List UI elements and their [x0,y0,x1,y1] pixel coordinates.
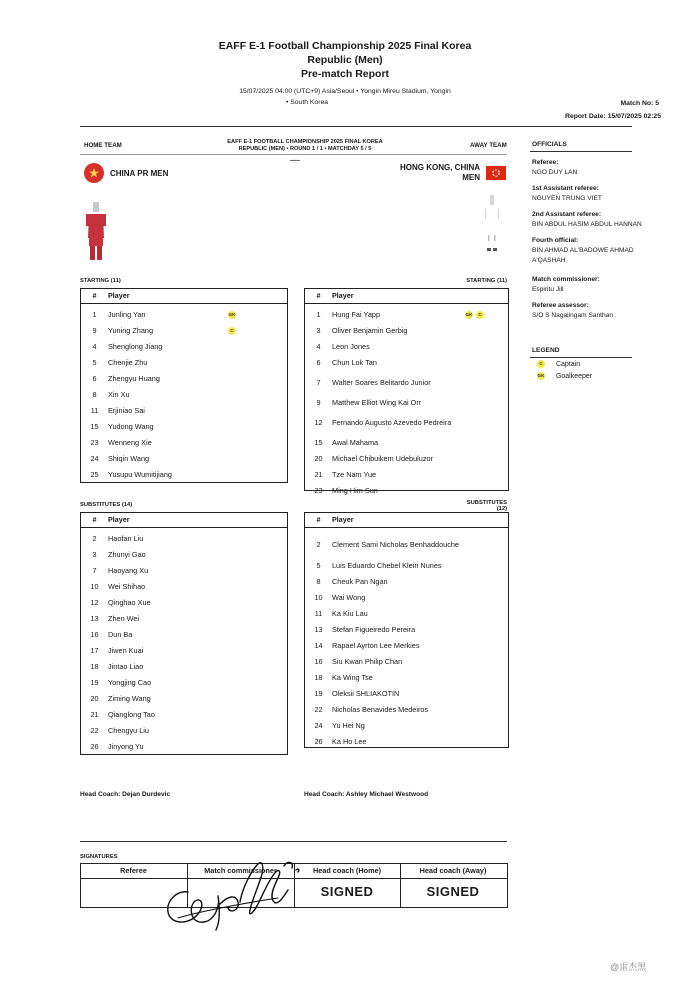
col-num-header: # [316,291,321,300]
sig-col-away-coach: Head coach (Away) [419,866,487,875]
table-row [305,558,462,574]
home-coach-signed: SIGNED [320,884,374,899]
player-name: Qianglong Tao [108,710,155,719]
player-number: 18 [314,673,323,682]
player-name: Yudong Wang [108,422,154,431]
player-name: Clement Sami Nicholas Benhaddouche [332,539,459,549]
away-starting-label: STARTING (11) [466,278,507,284]
player-number: 21 [314,470,323,479]
player-name: Jintao Liao [108,662,144,671]
table-row [81,547,225,563]
table-row [81,339,225,355]
player-name: Junling Yan [108,310,146,319]
col-player-header: Player [108,515,130,524]
table-header [305,515,354,524]
table-header [81,515,130,524]
table-row [305,574,462,590]
official-name: NGO DUY LAN [532,169,578,176]
table-row [305,451,462,467]
table-row [305,531,462,558]
player-number: 16 [314,657,323,666]
china-flag-icon [84,163,104,188]
player-name: Zhunyi Gao [108,550,146,559]
table-row [81,307,236,323]
player-name: Matthew Elliot Wing Kai Orr [332,398,422,407]
legend-heading: LEGEND [532,347,560,354]
table-row [305,638,462,654]
player-name: Ka Kiu Lau [332,609,368,618]
player-number: 7 [316,378,321,387]
round-line: REPUBLIC (MEN) • ROUND 1 / 1 • MATCHDAY 5 / 5 [238,146,372,152]
table-header-divider [80,303,288,304]
table-row [305,670,462,686]
home-head-coach: Head Coach: Dejan Durdevic [80,791,171,798]
watermark-text: @雷杰黑 [610,962,647,972]
player-number: 12 [90,598,99,607]
player-number: 12 [314,418,323,427]
col-num-header: # [92,515,97,524]
player-name: Chun Lok Tan [332,358,377,367]
player-name: Ming Him Sun [332,486,378,495]
official-role: 2nd Assistant referee: [532,211,602,218]
col-player-header: Player [332,515,354,524]
goalkeeper-badge-icon: GK [228,312,236,317]
table-row [305,702,462,718]
match-info: 15/07/2025 04:00 (UTC+9) Asia/Seoul • Yongin Mireu Stadium, Yongin [239,88,451,95]
player-number: 1 [92,310,97,319]
player-number: 20 [90,694,99,703]
player-number: 6 [316,358,321,367]
table-row [81,419,225,435]
table-header [305,291,354,300]
report-date: Report Date: 15/07/2025 02:25 [565,113,661,120]
table-row [305,654,462,670]
player-number: 26 [314,737,323,746]
official-name: S/O S Nagalingam Santhan [532,312,614,319]
report-subtitle: Pre-match Report [300,68,390,80]
signatures-divider [80,841,507,842]
officials-heading: OFFICIALS [532,141,567,148]
table-row [81,371,225,387]
player-name: Qinghao Xue [108,598,151,607]
player-number: 9 [92,326,97,335]
player-name: Yuning Zhang [108,326,154,335]
table-row [305,395,462,411]
player-number: 6 [92,374,97,383]
player-name: Xin Xu [108,390,130,399]
player-number: 15 [90,422,99,431]
table-row [305,483,462,499]
col-num-header: # [316,515,321,524]
player-number: 3 [92,550,97,559]
player-name: Zhengyu Huang [108,374,160,383]
away-head-coach: Head Coach: Ashley Michael Westwood [304,791,429,798]
player-name: Tze Nam Yue [332,470,377,479]
player-name: Nicholas Benavides Medeiros [332,705,429,714]
sig-col-home-coach: Head coach (Home) [312,866,382,875]
away-kit-icon [482,195,502,262]
player-number: 19 [90,678,99,687]
sig-col-referee: Referee [120,866,147,875]
official-role: 1st Assistant referee: [532,185,599,192]
player-name: Wai Wong [332,593,366,602]
home-team-label: HOME TEAM [84,142,122,149]
player-number: 8 [316,577,321,586]
handwritten-signature [158,852,303,939]
officials-divider [530,151,632,152]
table-row [81,643,225,659]
player-number: 13 [314,625,323,634]
match-info-country: • South Korea [285,99,329,106]
table-row [305,411,462,435]
player-number: 10 [90,582,99,591]
home-subs-label: SUBSTITUTES (14) [80,502,133,508]
player-number: 21 [90,710,99,719]
official-role: Fourth official: [532,237,579,244]
table-row [81,531,225,547]
signatures-heading: SIGNATURES [80,854,118,860]
player-name: Walter Soares Belitardo Junior [332,378,431,387]
player-name: Oliver Benjamin Gerbig [332,326,408,335]
player-number: 16 [90,630,99,639]
player-number: 7 [92,566,97,575]
player-number: 24 [314,721,323,730]
home-team-name: CHINA PR MEN [110,169,169,178]
player-number: 23 [314,486,323,495]
score-dash: — [290,155,300,166]
table-row [305,355,462,371]
player-number: 3 [316,326,321,335]
player-name: Jinyong Yu [108,742,144,751]
player-name: Dun Ba [108,630,133,639]
player-number: 5 [316,561,321,570]
table-row [305,686,462,702]
player-name: Leon Jones [332,342,370,351]
table-row [305,307,484,323]
table-row [81,691,225,707]
player-number: 2 [316,539,321,549]
player-number: 17 [90,646,99,655]
player-name: Rapael Ayrton Lee Merkies [332,641,420,650]
official-name: BIN AHMAD AL'BADOWE AHMAD A'QASHAH [532,247,634,264]
player-number: 1 [316,310,321,319]
official-role: Referee: [532,159,559,166]
official-role: Match commissioner: [532,276,600,283]
player-name: Wenneng Xie [108,438,152,447]
table-row [305,323,462,339]
player-number: 4 [316,342,321,351]
player-number: 22 [90,726,99,735]
table-row [81,611,225,627]
table-row [81,723,225,739]
player-number: 26 [90,742,99,751]
table-row [305,339,462,355]
player-name: Erjiniao Sai [108,406,145,415]
player-name: Siu Kwan Philip Chan [332,657,403,666]
table-row [81,451,225,467]
player-name: Haoyang Xu [108,566,149,575]
player-number: 9 [316,398,321,407]
table-row [305,734,462,750]
away-coach-signed: SIGNED [426,884,480,899]
home-kit-icon [86,200,106,267]
table-row [81,323,236,339]
official-name: NGUYEN TRUNG VIET [532,195,602,202]
player-name: Shiqin Wang [108,454,150,463]
table-row [81,579,225,595]
col-player-header: Player [108,291,130,300]
player-name: Ka Ho Lee [332,737,367,746]
table-header-divider [304,303,509,304]
table-row [81,563,225,579]
captain-badge-icon: C [228,327,236,335]
home-starting-label: STARTING (11) [80,278,121,284]
header-divider [80,126,632,127]
table-row [81,387,225,403]
player-number: 13 [90,614,99,623]
away-team-name: HONG KONG, CHINA MEN [400,163,480,182]
official-name: BIN ABDUL HASIM ABDUL HANNAN [532,221,642,228]
player-number: 25 [90,470,99,479]
table-row [305,606,462,622]
table-row [305,435,462,451]
player-name: Chengyu Liu [108,726,149,735]
table-row [305,371,462,395]
player-name: Haofan Liu [108,534,144,543]
player-name: Shenglong Jiang [108,342,163,351]
player-name: Yongjing Cao [108,678,152,687]
player-name: Wei Shihao [108,582,146,591]
player-name: Ka Wing Tse [332,673,373,682]
player-number: 4 [92,342,97,351]
player-name: Yu Hei Ng [332,721,365,730]
legend-captain: C Captain [537,360,580,368]
player-number: 19 [314,689,323,698]
captain-badge-icon: C [537,360,545,368]
player-number: 15 [314,438,323,447]
table-row [81,403,225,419]
table-row [81,595,225,611]
player-number: 10 [314,593,323,602]
table-row [81,707,225,723]
table-header [81,291,130,300]
legend-divider [530,357,632,358]
match-number: Match No: 5 [620,100,659,107]
hong-kong-flag-icon [486,166,506,185]
player-name: Zhen Wei [108,614,140,623]
table-row [81,659,225,675]
table-row [81,739,225,755]
player-name: Fernando Augusto Azevedo Pedreira [332,418,452,427]
competition-line: EAFF E-1 FOOTBALL CHAMPIONSHIP 2025 FINAL KOREA [227,139,383,145]
table-row [81,355,225,371]
player-name: Hung Fai Yapp [332,310,381,319]
player-number: 8 [92,390,97,399]
player-name: Awal Mahama [332,438,379,447]
player-number: 11 [314,609,323,618]
player-number: 14 [314,641,323,650]
player-name: Yusupu Wumitijiang [108,470,172,479]
col-player-header: Player [332,291,354,300]
table-header-divider [80,527,288,528]
player-number: 11 [90,406,99,415]
official-role: Referee assessor: [532,302,589,309]
player-number: 2 [92,534,97,543]
player-name: Michael Chibuikem Udebuluzor [332,454,433,463]
table-row [81,675,225,691]
away-team-label: AWAY TEAM [470,142,507,149]
player-name: Luis Eduardo Chebel Klein Nunes [332,561,442,570]
player-number: 5 [92,358,97,367]
table-row [305,467,462,483]
player-name: Oleksii SHLIAKOTIN [332,689,400,698]
table-row [81,627,225,643]
player-name: Cheuk Pan Ngan [332,577,388,586]
player-name: Stefan Figueiredo Pereira [332,625,416,634]
player-number: 24 [90,454,99,463]
table-row [305,718,462,734]
col-num-header: # [92,291,97,300]
legend-goalkeeper: GK Goalkeeper [537,372,593,380]
table-row [305,590,462,606]
player-number: 22 [314,705,323,714]
player-name: Chenjie Zhu [108,358,148,367]
sig-col-commissioner: Match commissioner [204,866,277,875]
player-number: 20 [314,454,323,463]
goalkeeper-badge-icon: GK [465,312,473,317]
table-row [305,622,462,638]
official-name: Espiritu Jill [532,286,564,293]
player-number: 23 [90,438,99,447]
player-number: 18 [90,662,99,671]
table-row [81,467,225,483]
away-subs-label: SUBSTITUTES (12) [466,500,507,512]
captain-badge-icon: C [476,311,484,319]
table-header-divider [304,527,509,528]
player-name: Ziming Wang [108,694,151,703]
player-name: Jiwen Kuai [108,646,144,655]
goalkeeper-badge-icon: GK [537,373,545,378]
table-row [81,435,225,451]
report-title-line2: Republic (Men) [307,54,383,66]
report-title: EAFF E-1 Football Championship 2025 Final Korea [218,40,472,52]
